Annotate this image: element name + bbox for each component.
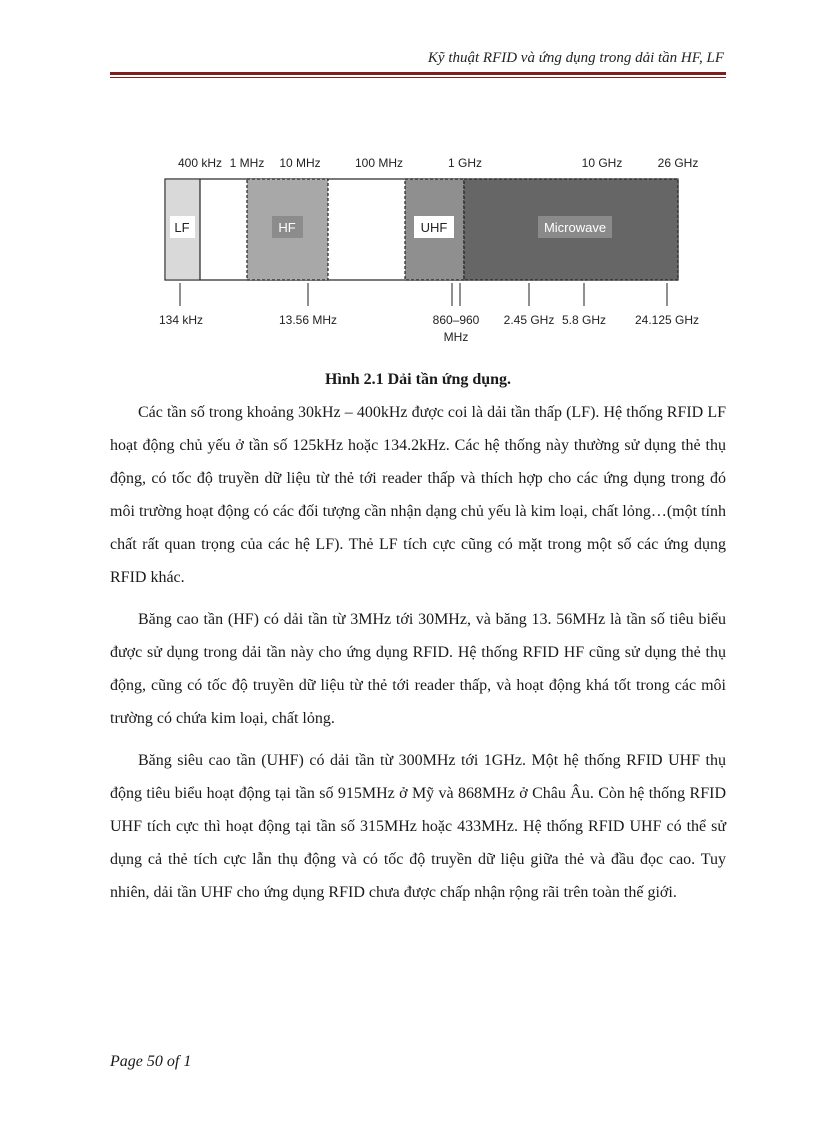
top-label-400khz: 400 kHz — [177, 156, 223, 170]
band-hf-label: HF — [278, 220, 296, 235]
body-text — [110, 396, 726, 918]
bottom-label-860-960: 860–960 — [432, 313, 480, 327]
top-label-1ghz: 1 GHz — [447, 156, 483, 170]
paragraph-lf: Các tần số trong khoảng 30kHz – 400kHz được coi là dải tần thấp (LF). Hệ thống RFID LF hoạt động chủ yếu ở tần số 125kHz hoặc 134.2kHz. Các hệ thống này thường sử dụng thẻ thụ động, có tốc độ truyền dữ liệu từ thẻ tới reader thấp và thích hợp cho các ứng dụng trong đó môi trường hoạt động có các đối tượng cần nhận dạng chủ yếu là kim loại, chất lỏng…(một tính chất rất quan trọng của các hệ LF). Thẻ LF tích cực cũng có mặt trong một số các ứng dụng RFID khác. — [110, 404, 726, 586]
bottom-label-5-8ghz: 5.8 GHz — [561, 313, 607, 327]
paragraph-hf: Băng cao tần (HF) có dải tần từ 3MHz tới 30MHz, và băng 13. 56MHz là tần số tiêu biểu được sử dụng trong dải tần này cho ứng dụng RFID. Hệ thống RFID HF cũng sử dụng thẻ thụ động, cũng có tốc độ truyền dữ liệu từ thẻ tới reader thấp, và hoạt động khá tốt trong các môi trường có chứa kim loại, chất lỏng. — [110, 611, 726, 727]
band-lf-label: LF — [174, 220, 190, 235]
bottom-label-24-125ghz: 24.125 GHz — [634, 313, 700, 327]
figure-caption: Hình 2.1 Dải tần ứng dụng. — [324, 371, 512, 388]
top-label-100mhz: 100 MHz — [354, 156, 404, 170]
top-label-10mhz: 10 MHz — [279, 156, 321, 170]
header-rule-thin — [110, 77, 726, 78]
page-number: Page 50 of 1 — [110, 1053, 192, 1070]
top-label-26ghz: 26 GHz — [657, 156, 699, 170]
bottom-label-2-45ghz: 2.45 GHz — [503, 313, 555, 327]
top-label-10ghz: 10 GHz — [581, 156, 623, 170]
bottom-label-13-56mhz: 13.56 MHz — [278, 313, 338, 327]
paragraph-uhf: Băng siêu cao tần (UHF) có dải tần từ 300MHz tới 1GHz. Một hệ thống RFID UHF thụ động tiêu biểu hoạt động tại tần số 915MHz ở Mỹ và 868MHz ở Châu Âu. Còn hệ thống RFID UHF tích cực thì hoạt động tại tần số 315MHz hoặc 433MHz. Hệ thống RFID UHF có thể sử dụng cả thẻ tích cực lẫn thụ động và có tốc độ truyền dữ liệu giữa thẻ và đầu đọc cao. Tuy nhiên, dải tần UHF cho ứng dụng RFID chưa được chấp nhận rộng rãi trên toàn thế giới. — [110, 752, 726, 901]
top-label-1mhz: 1 MHz — [229, 156, 265, 170]
band-microwave-label: Microwave — [543, 220, 607, 235]
running-header: Kỹ thuật RFID và ứng dụng trong dải tần HF, LF — [427, 50, 724, 66]
band-uhf-label: UHF — [420, 220, 448, 235]
header-rule-thick — [110, 72, 726, 75]
spectrum-diagram — [150, 150, 720, 350]
bottom-label-134khz: 134 kHz — [158, 313, 204, 327]
bottom-label-mhz: MHz — [443, 330, 469, 344]
frequency-spectrum-figure — [150, 150, 720, 350]
